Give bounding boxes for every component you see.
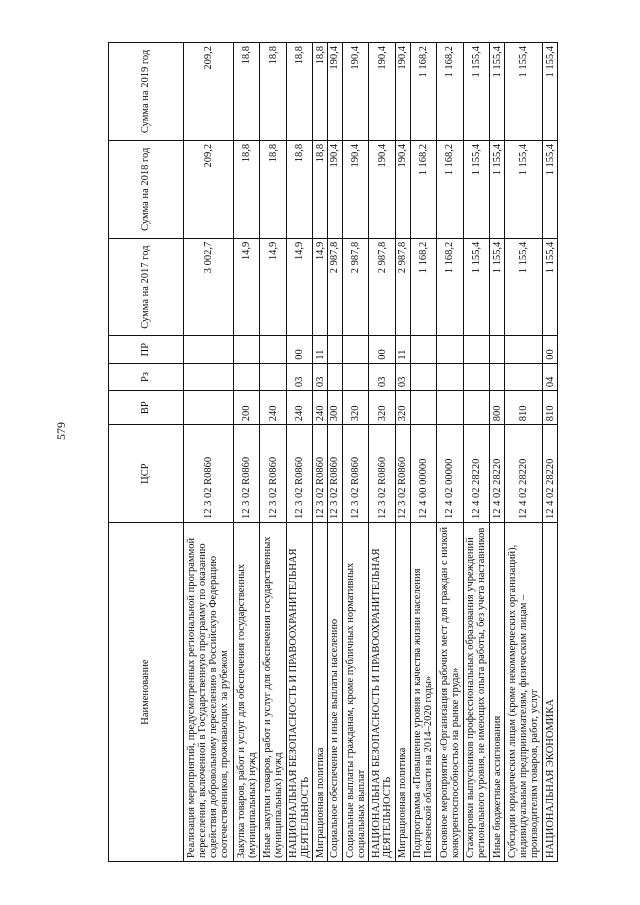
cell-sum-2018: 190,4 <box>369 140 395 238</box>
cell-sum-2018: 209,2 <box>184 140 234 238</box>
cell-csr: 12 3 02 R0860 <box>286 425 312 523</box>
cell-csr: 12 4 00 00000 <box>410 425 436 523</box>
cell-csr: 12 3 02 R0860 <box>184 425 234 523</box>
header-name: Наименование <box>109 523 184 862</box>
cell-rz <box>463 363 489 390</box>
cell-sum-2017: 1 155,4 <box>543 238 558 336</box>
cell-csr: 12 4 02 28220 <box>463 425 489 523</box>
cell-csr: 12 3 02 R0860 <box>342 425 368 523</box>
header-csr: ЦСР <box>109 425 184 523</box>
table-row <box>410 43 436 862</box>
cell-rz <box>437 363 463 390</box>
page-number: 579 <box>54 422 68 440</box>
cell-pr: 11 <box>313 336 328 363</box>
cell-sum-2017: 14,9 <box>233 238 259 336</box>
cell-csr: 12 3 02 R0860 <box>233 425 259 523</box>
cell-vr: 240 <box>260 391 286 425</box>
table-row <box>543 43 558 862</box>
cell-name: Иные бюджетные ассигнования <box>490 523 505 862</box>
header-sum-2017: Сумма на 2017 год <box>109 238 184 336</box>
cell-sum-2018: 190,4 <box>395 140 410 238</box>
cell-vr: 800 <box>490 391 505 425</box>
cell-name: Реализация мероприятий, предусмотренных региональной программой переселения, включенной в Государственную программу по оказанию содействия добровольному переселению в Российскую Федерацию соотечественников, проживающих за рубежом <box>184 523 234 862</box>
header-sum-2018: Сумма на 2018 год <box>109 140 184 238</box>
cell-sum-2017: 14,9 <box>260 238 286 336</box>
cell-pr <box>437 336 463 363</box>
table-row <box>342 43 368 862</box>
cell-sum-2019: 1 155,4 <box>490 43 505 141</box>
cell-pr: 00 <box>369 336 395 363</box>
cell-pr <box>184 336 234 363</box>
cell-sum-2019: 190,4 <box>369 43 395 141</box>
header-sum-2019: Сумма на 2019 год <box>109 43 184 141</box>
cell-rz <box>233 363 259 390</box>
cell-csr: 12 4 02 00000 <box>437 425 463 523</box>
cell-sum-2018: 1 168,2 <box>410 140 436 238</box>
cell-vr: 240 <box>313 391 328 425</box>
cell-vr: 300 <box>328 391 343 425</box>
header-pr: ПР <box>109 336 184 363</box>
cell-rz <box>184 363 234 390</box>
cell-csr: 12 3 02 R0860 <box>260 425 286 523</box>
cell-sum-2017: 14,9 <box>286 238 312 336</box>
cell-sum-2019: 1 155,4 <box>504 43 542 141</box>
table-body <box>184 43 558 862</box>
cell-sum-2017: 1 155,4 <box>463 238 489 336</box>
cell-sum-2018: 1 168,2 <box>437 140 463 238</box>
cell-csr: 12 4 02 28220 <box>504 425 542 523</box>
cell-sum-2018: 1 155,4 <box>490 140 505 238</box>
table-row <box>504 43 542 862</box>
cell-rz: 03 <box>313 363 328 390</box>
cell-vr: 240 <box>286 391 312 425</box>
cell-sum-2017: 2 987,8 <box>369 238 395 336</box>
cell-sum-2018: 1 155,4 <box>543 140 558 238</box>
cell-sum-2017: 1 155,4 <box>490 238 505 336</box>
table-row <box>490 43 505 862</box>
cell-name: Субсидии юридическим лицам (кроме некоммерческих организаций), индивидуальным предпринимателям, физическим лицам – производителям товаров, работ, услуг <box>504 523 542 862</box>
cell-pr <box>504 336 542 363</box>
cell-sum-2019: 18,8 <box>313 43 328 141</box>
cell-sum-2019: 190,4 <box>342 43 368 141</box>
cell-name: Стажировки выпускников профессиональных образования учреждений регионального уровня, не имеющих опыта работы, без учета наставников <box>463 523 489 862</box>
table-row <box>313 43 328 862</box>
cell-rz <box>260 363 286 390</box>
cell-sum-2018: 1 155,4 <box>463 140 489 238</box>
cell-sum-2019: 1 155,4 <box>543 43 558 141</box>
cell-sum-2019: 190,4 <box>328 43 343 141</box>
cell-csr: 12 3 02 R0860 <box>395 425 410 523</box>
cell-csr: 12 4 02 28220 <box>543 425 558 523</box>
cell-name: НАЦИОНАЛЬНАЯ БЕЗОПАСНОСТЬ И ПРАВООХРАНИТЕЛЬНАЯ ДЕЯТЕЛЬНОСТЬ <box>369 523 395 862</box>
cell-sum-2018: 18,8 <box>260 140 286 238</box>
cell-sum-2019: 18,8 <box>260 43 286 141</box>
cell-pr <box>233 336 259 363</box>
cell-pr <box>490 336 505 363</box>
header-rz: Рз <box>109 363 184 390</box>
table-row <box>233 43 259 862</box>
cell-sum-2019: 1 168,2 <box>410 43 436 141</box>
table-row <box>437 43 463 862</box>
cell-vr <box>437 391 463 425</box>
table-row <box>328 43 343 862</box>
header-vr: ВР <box>109 391 184 425</box>
cell-sum-2019: 18,8 <box>286 43 312 141</box>
cell-csr: 12 3 02 R0860 <box>369 425 395 523</box>
cell-vr: 320 <box>395 391 410 425</box>
cell-sum-2019: 209,2 <box>184 43 234 141</box>
cell-name: Социальное обеспечение и иные выплаты населению <box>328 523 343 862</box>
cell-name: Основное мероприятие «Организация рабочих мест для граждан с низкой конкурентоспособностью на рынке труда» <box>437 523 463 862</box>
cell-sum-2019: 190,4 <box>395 43 410 141</box>
table-row <box>260 43 286 862</box>
cell-pr: 00 <box>543 336 558 363</box>
cell-vr <box>184 391 234 425</box>
cell-rz <box>490 363 505 390</box>
cell-pr <box>410 336 436 363</box>
cell-vr: 320 <box>342 391 368 425</box>
cell-sum-2018: 18,8 <box>286 140 312 238</box>
cell-pr <box>260 336 286 363</box>
cell-vr: 810 <box>504 391 542 425</box>
cell-sum-2017: 1 168,2 <box>437 238 463 336</box>
cell-rz: 04 <box>543 363 558 390</box>
cell-name: Социальные выплаты гражданам, кроме публичных нормативных социальных выплат <box>342 523 368 862</box>
cell-name: Иные закупки товаров, работ и услуг для обеспечения государственных (муниципальных) нужд <box>260 523 286 862</box>
cell-rz <box>504 363 542 390</box>
table-header-row <box>109 43 184 862</box>
cell-vr <box>463 391 489 425</box>
cell-sum-2018: 18,8 <box>233 140 259 238</box>
cell-pr <box>463 336 489 363</box>
cell-sum-2019: 1 168,2 <box>437 43 463 141</box>
cell-name: Миграционная политика <box>313 523 328 862</box>
cell-sum-2019: 1 155,4 <box>463 43 489 141</box>
table-row <box>184 43 234 862</box>
cell-name: НАЦИОНАЛЬНАЯ БЕЗОПАСНОСТЬ И ПРАВООХРАНИТЕЛЬНАЯ ДЕЯТЕЛЬНОСТЬ <box>286 523 312 862</box>
cell-pr <box>342 336 368 363</box>
cell-sum-2017: 2 987,8 <box>342 238 368 336</box>
table-row <box>369 43 395 862</box>
budget-table <box>108 42 558 862</box>
cell-csr: 12 4 02 28220 <box>490 425 505 523</box>
cell-sum-2017: 3 002,7 <box>184 238 234 336</box>
cell-sum-2019: 18,8 <box>233 43 259 141</box>
cell-csr: 12 3 02 R0860 <box>313 425 328 523</box>
cell-rz <box>328 363 343 390</box>
cell-rz: 03 <box>286 363 312 390</box>
cell-pr: 11 <box>395 336 410 363</box>
cell-vr <box>410 391 436 425</box>
cell-sum-2017: 1 155,4 <box>504 238 542 336</box>
table-row <box>463 43 489 862</box>
cell-sum-2017: 2 987,8 <box>395 238 410 336</box>
cell-name: Закупка товаров, работ и услуг для обеспечения государственных (муниципальных) нужд <box>233 523 259 862</box>
cell-rz <box>410 363 436 390</box>
cell-pr: 00 <box>286 336 312 363</box>
cell-rz: 03 <box>395 363 410 390</box>
cell-sum-2017: 2 987,8 <box>328 238 343 336</box>
cell-sum-2018: 190,4 <box>328 140 343 238</box>
cell-sum-2017: 14,9 <box>313 238 328 336</box>
cell-sum-2017: 1 168,2 <box>410 238 436 336</box>
rotated-table-container <box>108 42 558 862</box>
cell-sum-2018: 1 155,4 <box>504 140 542 238</box>
table-row <box>286 43 312 862</box>
cell-vr: 810 <box>543 391 558 425</box>
cell-rz: 03 <box>369 363 395 390</box>
table-row <box>395 43 410 862</box>
cell-name: Подпрограмма «Повышение уровня и качества жизни населения Пензенской области на 2014–2020 годы» <box>410 523 436 862</box>
cell-pr <box>328 336 343 363</box>
cell-name: Миграционная политика <box>395 523 410 862</box>
cell-sum-2018: 18,8 <box>313 140 328 238</box>
cell-csr: 12 3 02 R0860 <box>328 425 343 523</box>
cell-sum-2018: 190,4 <box>342 140 368 238</box>
cell-name: НАЦИОНАЛЬНАЯ ЭКОНОМИКА <box>543 523 558 862</box>
cell-rz <box>342 363 368 390</box>
cell-vr: 200 <box>233 391 259 425</box>
cell-vr: 320 <box>369 391 395 425</box>
